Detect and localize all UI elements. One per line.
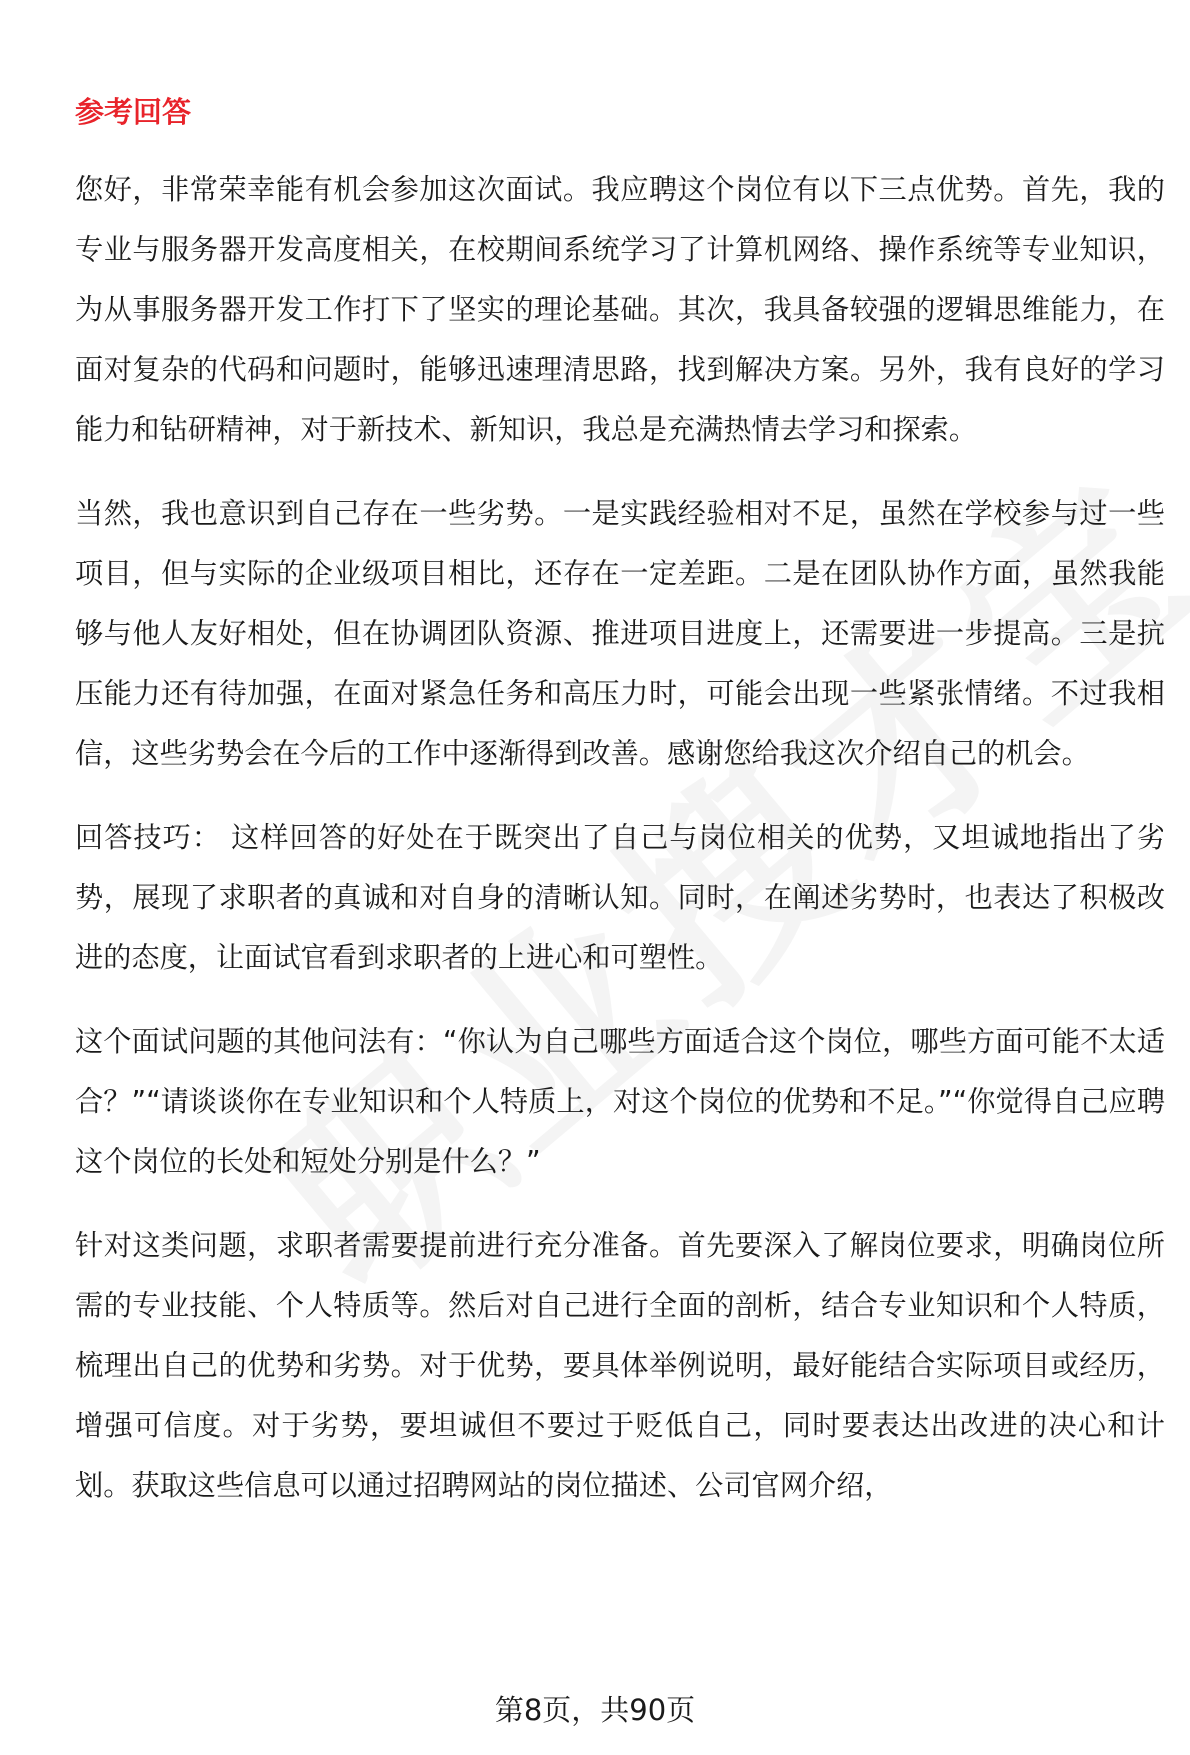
content-area [75, 92, 1165, 1540]
paragraph-answer-tips: 回答技巧： 这样回答的好处在于既突出了自己与岗位相关的优势，又坦诚地指出了劣势，展现了求职者的真诚和对自身的清晰认知。同时，在阐述劣势时，也表达了积极改进的态度，让面试官看到求职者的上进心和可塑性。 [75, 821, 1165, 974]
page-number: 第8页，共90页 [494, 1693, 696, 1727]
paragraph-preparation-advice: 针对这类问题，求职者需要提前进行充分准备。首先要深入了解岗位要求，明确岗位所需的专业技能、个人特质等。然后对自己进行全面的剖析，结合专业知识和个人特质，梳理出自己的优势和劣势。对于优势，要具体举例说明，最好能结合实际项目或经历，增强可信度。对于劣势，要坦诚但不要过于贬低自己，同时要表达出改进的决心和计划。获取这些信息可以通过招聘网站的岗位描述、公司官网介绍， [75, 1229, 1165, 1502]
paragraph-alternate-questions: 这个面试问题的其他问法有：“你认为自己哪些方面适合这个岗位，哪些方面可能不太适合？”“请谈谈你在专业知识和个人特质上，对这个岗位的优势和不足。”“你觉得自己应聘这个岗位的长处和短处分别是什么？” [75, 1025, 1165, 1178]
paragraph-answer-strengths: 您好，非常荣幸能有机会参加这次面试。我应聘这个岗位有以下三点优势。首先，我的专业与服务器开发高度相关，在校期间系统学习了计算机网络、操作系统等专业知识，为从事服务器开发工作打下了坚实的理论基础。其次，我具备较强的逻辑思维能力，在面对复杂的代码和问题时，能够迅速理清思路，找到解决方案。另外，我有良好的学习能力和钻研精神，对于新技术、新知识，我总是充满热情去学习和探索。 [75, 173, 1165, 446]
paragraph-answer-weaknesses: 当然，我也意识到自己存在一些劣势。一是实践经验相对不足，虽然在学校参与过一些项目，但与实际的企业级项目相比，还存在一定差距。二是在团队协作方面，虽然我能够与他人友好相处，但在协调团队资源、推进项目进度上，还需要进一步提高。三是抗压能力还有待加强，在面对紧急任务和高压力时，可能会出现一些紧张情绪。不过我相信，这些劣势会在今后的工作中逐渐得到改善。感谢您给我这次介绍自己的机会。 [75, 497, 1165, 770]
section-title: 参考回答 [75, 95, 192, 129]
